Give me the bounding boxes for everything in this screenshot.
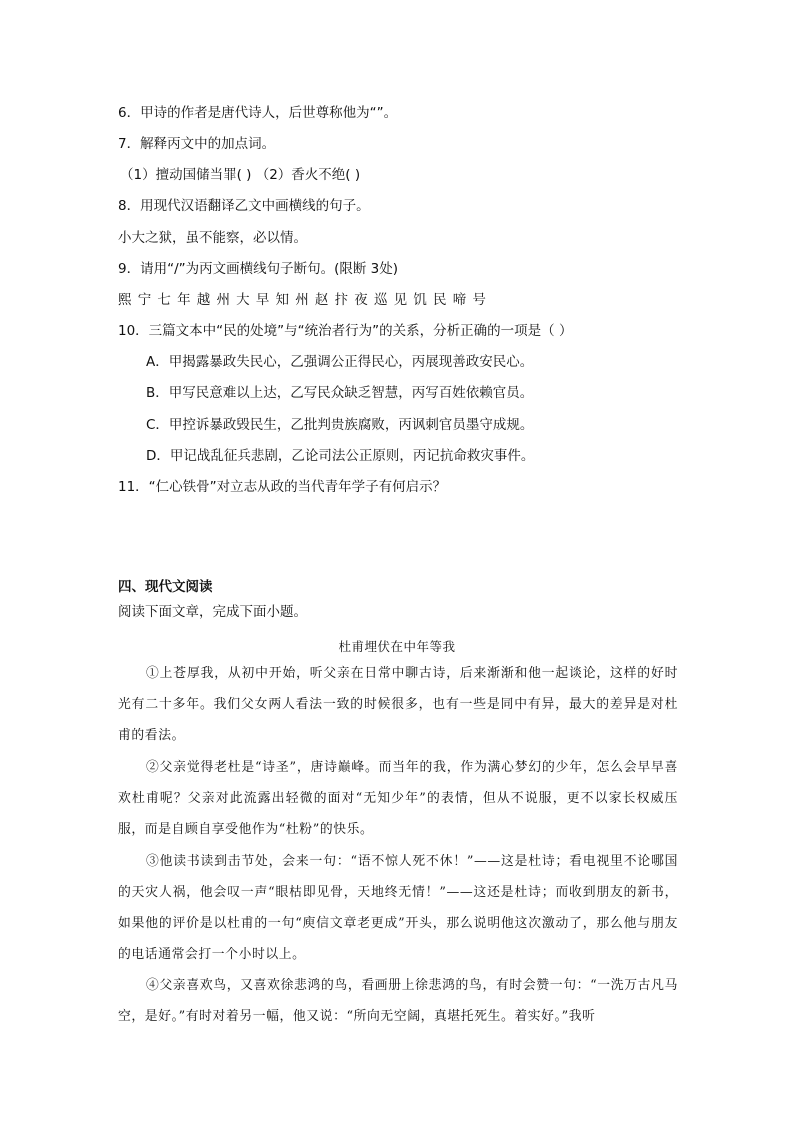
article-paragraph-3: ③他读书读到击节处，会来一句：“语不惊人死不休！”——这是杜诗；看电视里不论哪国的天灾人祸，他会叹一声“眼枯即见骨，天地终无情！”——这还是杜诗；而收到朋友的新书，如果他的评价是以杜甫的一句“庾信文章老更成”开头，那么说明他这次激动了，那么他与朋友的电话通常会打一个小时以上。 [118, 854, 678, 962]
char: 宁 [137, 292, 152, 308]
char: 知 [275, 292, 289, 308]
question-10-option-d: D．甲记战乱征兵悲剧，乙论司法公正原则，丙记抗命救灾事件。 [146, 448, 535, 464]
question-8: 8．用现代汉语翻译乙文中画横线的句子。 [118, 198, 370, 214]
question-10-option-b: B．甲写民意难以上达，乙写民众缺乏智慧，丙写百姓依赖官员。 [146, 385, 534, 401]
char: 州 [295, 292, 309, 308]
question-6: 6．甲诗的作者是唐代诗人，后世尊称他为“”。 [118, 105, 398, 121]
article-title: 杜甫埋伏在中年等我 [338, 639, 456, 654]
char: 熙 [118, 292, 132, 308]
char: 州 [216, 292, 230, 308]
char: 越 [196, 292, 211, 308]
char: 夜 [354, 292, 368, 308]
question-10-option-c: C．甲控诉暴政毁民生，乙批判贵族腐败，丙讽刺官员墨守成规。 [146, 417, 534, 433]
question-11: 11．“仁心铁骨”对立志从政的当代青年学子有何启示？ [118, 479, 447, 495]
char: 啼 [452, 292, 467, 308]
article-paragraph-2: ②父亲觉得老杜是“诗圣”，唐诗巅峰。而当年的我，作为满心梦幻的少年，怎么会早早喜欢杜甫呢？父亲对此流露出轻微的面对“无知少年”的表情，但从不说服，更不以家长权威压服，而是自顾自享受他作为“杜粉”的快乐。 [118, 760, 678, 837]
char: 号 [472, 292, 486, 308]
question-9: 9．请用“/”为丙文画横线句子断句。(限断 3处) [118, 261, 399, 277]
section-instruction: 阅读下面文章，完成下面小题。 [118, 604, 307, 620]
section-title: 四、现代文阅读 [118, 579, 213, 595]
article-paragraph-1: ①上苍厚我，从初中开始，听父亲在日常中聊古诗，后来渐渐和他一起谈论，这样的好时光有二十多年。我们父女两人看法一致的时候很多，也有一些是同中有异，最大的差异是对杜甫的看法。 [118, 666, 678, 743]
char: 见 [393, 292, 408, 308]
question-9-characters [118, 291, 492, 309]
question-10: 10．三篇文本中“民的处境”与“统治者行为”的关系，分析正确的一项是（ ） [118, 323, 573, 339]
char: 巡 [373, 292, 388, 308]
char: 民 [433, 292, 447, 308]
char: 大 [236, 292, 250, 308]
question-7-items: （1）擅动国储当罪( ) （2）香火不绝( ) [120, 167, 361, 183]
char: 早 [255, 292, 270, 308]
char: 抃 [334, 292, 349, 308]
question-7: 7．解释丙文中的加点词。 [118, 136, 276, 152]
char: 年 [177, 292, 191, 308]
char: 赵 [314, 292, 329, 308]
char: 七 [157, 292, 171, 308]
article-paragraph-4: ④父亲喜欢鸟，又喜欢徐悲鸿的鸟，看画册上徐悲鸿的鸟，有时会赞一句：“一洗万古凡马空，是好。”有时对着另一幅，他又说：“所向无空阔，真堪托死生。着实好。”我听 [118, 978, 678, 1024]
question-8-sentence: 小大之狱，虽不能察，必以情。 [118, 230, 307, 246]
char: 饥 [413, 292, 427, 308]
question-10-option-a: A．甲揭露暴政失民心，乙强调公正得民心，丙展现善政安民心。 [146, 354, 534, 370]
